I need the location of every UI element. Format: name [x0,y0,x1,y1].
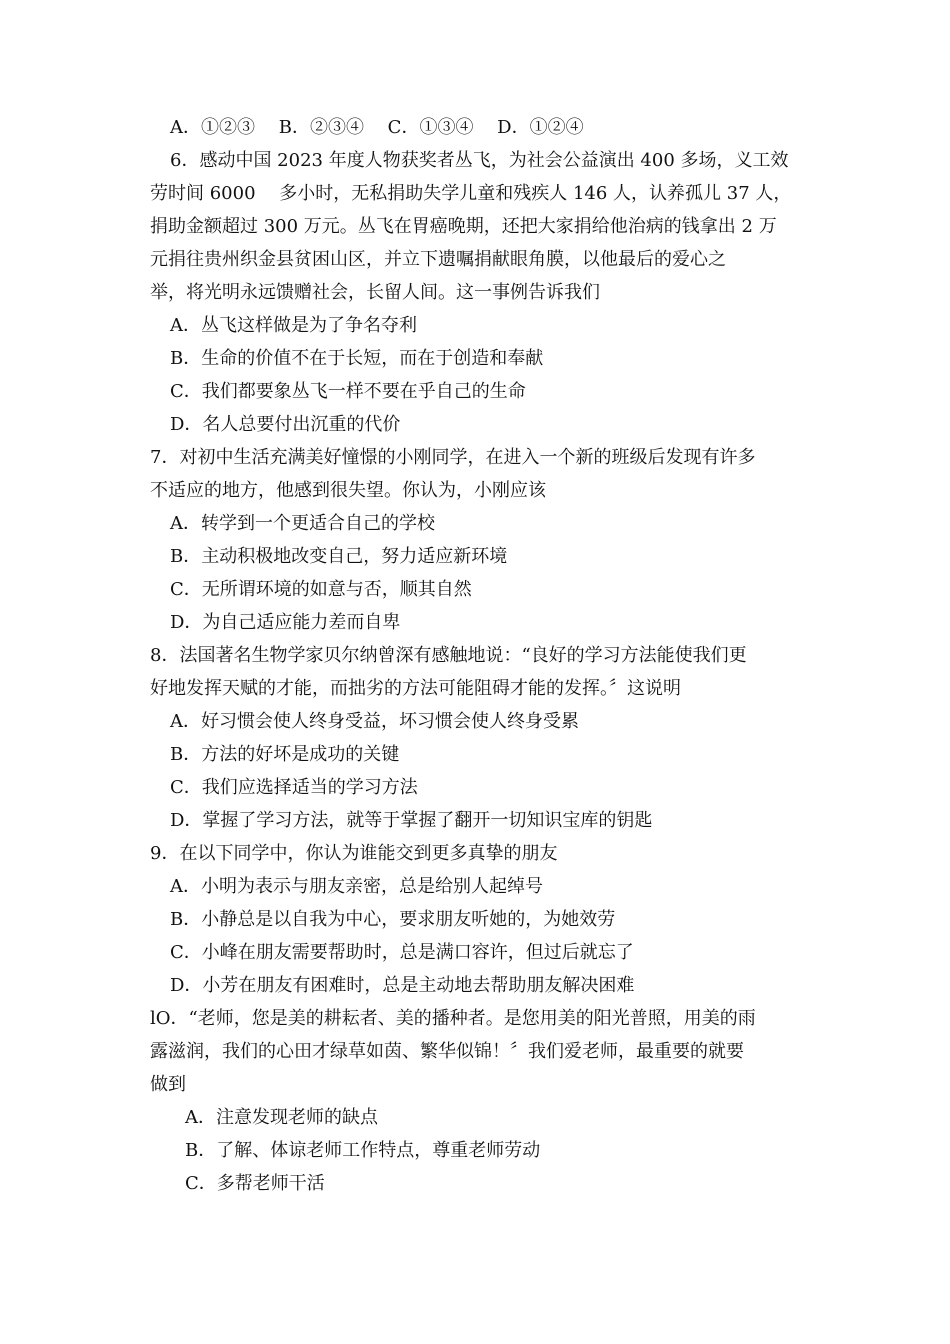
question-6-option-b: B．生命的价值不在于长短，而在于创造和奉献 [170,348,544,369]
question-8-option-c: C．我们应选择适当的学习方法 [170,777,418,798]
question-10-option-a: A．注意发现老师的缺点 [185,1107,378,1128]
question-7-stem-line: 不适应的地方，他感到很失望。你认为，小刚应该 [150,480,546,501]
question-6-stem-line: 举，将光明永远馈赠社会，长留人间。这一事例告诉我们 [150,282,600,303]
question-6-option-c: C．我们都要象丛飞一样不要在乎自己的生命 [170,381,526,402]
question-7-option-c: C．无所谓环境的如意与否，顺其自然 [170,579,472,600]
question-10-stem-line: lO．“老师，您是美的耕耘者、美的播种者。是您用美的阳光普照，用美的雨 [150,1008,756,1029]
question-6-stem-line: 劳时间 6000 多小时，无私捐助失学儿童和残疾人 146 人，认养孤儿 37 人， [150,183,792,204]
question-10-stem-line: 露滋润，我们的心田才绿草如茵、繁华似锦！〞我们爱老师，最重要的就要 [150,1041,744,1062]
question-9-stem-line: 9．在以下同学中，你认为谁能交到更多真挚的朋友 [150,843,558,864]
question-8-option-a: A．好习惯会使人终身受益，坏习惯会使人终身受累 [170,711,579,732]
question-10-stem-line: 做到 [150,1074,186,1095]
question-9-option-a: A．小明为表示与朋友亲密，总是给别人起绰号 [170,876,543,897]
question-10-option-b: B．了解、体谅老师工作特点，尊重老师劳动 [185,1140,541,1161]
question-6-option-d: D．名人总要付出沉重的代价 [170,414,401,435]
question-6-stem-line: 元捐往贵州织金县贫困山区，并立下遗嘱捐献眼角膜，以他最后的爱心之 [150,249,726,270]
question-8-option-b: B．方法的好坏是成功的关键 [170,744,400,765]
question-6-stem-line: 捐助金额超过 300 万元。丛飞在胃癌晚期，还把大家捐给他治病的钱拿出 2 万 [150,216,777,237]
question-9-option-d: D．小芳在朋友有困难时，总是主动地去帮助朋友解决困难 [170,975,635,996]
prev-question-options: A．①②③ B．②③④ C．①③④ D．①②④ [170,117,584,138]
question-7-option-a: A．转学到一个更适合自己的学校 [170,513,435,534]
question-9-option-b: B．小静总是以自我为中心，要求朋友听她的，为她效劳 [170,909,616,930]
question-10-option-c: C．多帮老师干活 [185,1173,325,1194]
question-8-stem-line: 8．法国著名生物学家贝尔纳曾深有感触地说：“良好的学习方法能使我们更 [150,645,747,666]
question-9-option-c: C．小峰在朋友需要帮助时，总是满口容许，但过后就忘了 [170,942,634,963]
question-7-option-b: B．主动积极地改变自己，努力适应新环境 [170,546,508,567]
question-8-option-d: D．掌握了学习方法，就等于掌握了翻开一切知识宝库的钥匙 [170,810,653,831]
question-7-option-d: D．为自己适应能力差而自卑 [170,612,401,633]
question-8-stem-line: 好地发挥天赋的才能，而拙劣的方法可能阻碍才能的发挥。〞这说明 [150,678,681,699]
question-6-option-a: A．丛飞这样做是为了争名夺利 [170,315,417,336]
question-7-stem-line: 7．对初中生活充满美好憧憬的小刚同学，在进入一个新的班级后发现有许多 [150,447,756,468]
question-6-stem-line: 6．感动中国 2023 年度人物获奖者丛飞，为社会公益演出 400 多场，义工效 [170,150,789,171]
